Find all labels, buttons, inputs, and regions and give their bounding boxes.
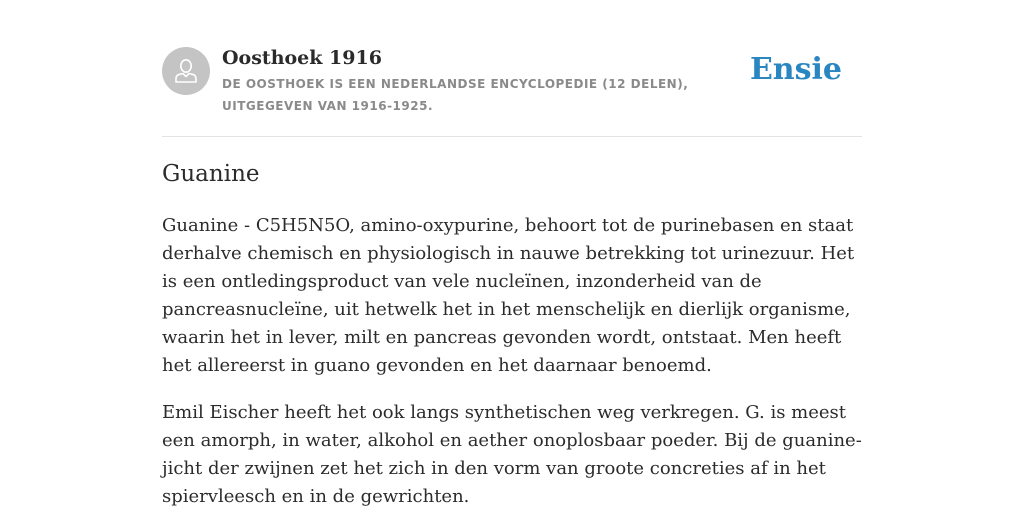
- avatar[interactable]: [162, 47, 210, 95]
- user-icon: [162, 47, 210, 95]
- article-paragraph: Guanine - C5H5N5O, amino-oxypurine, behoort tot de purinebasen en staat derhalve chemisch en physiologisch in nauwe betrekking tot urinezuur. Het is een ontledingsproduct van vele nucleïnen, inzonderheid van de pancreasnucleïne, uit hetwelk het in het menschelijk en dierlijk organisme, waarin het in lever, milt en pancreas gevonden wordt, ontstaat. Men heeft het allereerst in guano gevonden en het daarnaar benoemd.: [162, 215, 855, 376]
- brand-logo-link[interactable]: Ensie: [749, 52, 842, 87]
- article-title: Guanine: [162, 161, 260, 187]
- article-paragraph: Emil Eischer heeft het ook langs synthetischen weg verkregen. G. is meest een amorph, in water, alkohol en aether onoplosbaar poeder. Bij de guanine-jicht der zwijnen zet het zich in den vorm van groote concreties af in het spiervleesch en in de gewrichten.: [162, 402, 862, 507]
- article: [162, 158, 862, 511]
- source-header: [162, 44, 862, 137]
- source-name[interactable]: Oosthoek 1916: [222, 47, 382, 69]
- source-description: DE OOSTHOEK IS EEN NEDERLANDSE ENCYCLOPEDIE (12 DELEN), UITGEGEVEN VAN 1916-1925.: [222, 77, 689, 113]
